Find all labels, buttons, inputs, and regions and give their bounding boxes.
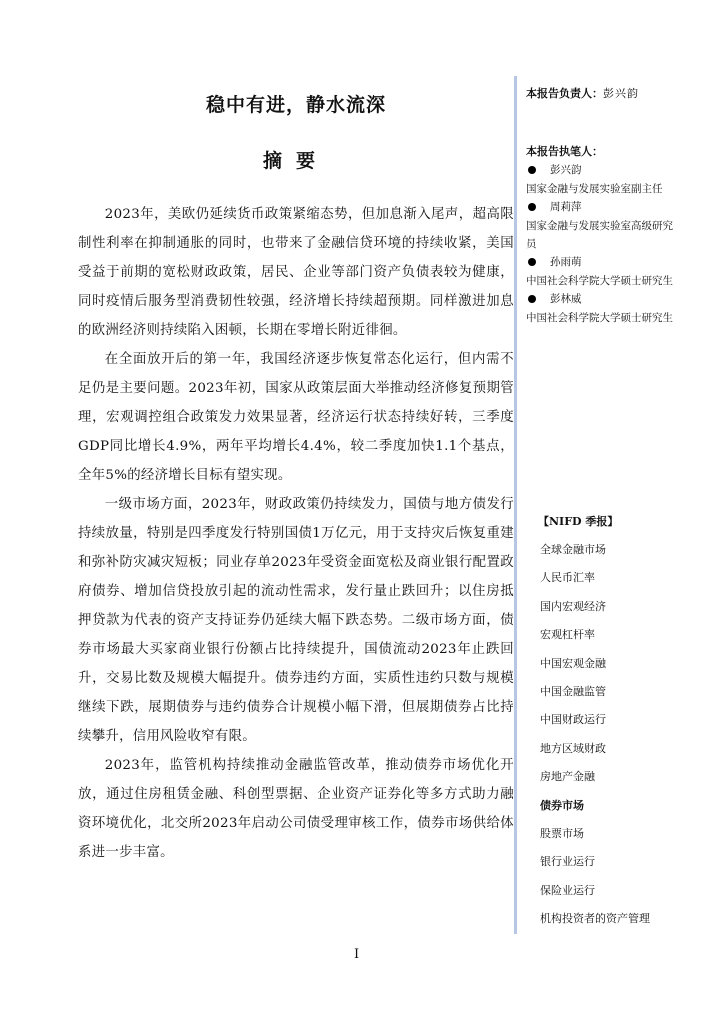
nifd-item-local-finance: 地方区域财政 [540,741,606,755]
authors-label: 本报告执笔人： [526,145,603,158]
bullet-icon [528,166,536,174]
nifd-item-finance-regulation: 中国金融监管 [540,684,606,698]
nifd-item-insurance: 保险业运行 [540,883,595,897]
abstract-paragraph: 在全面放开后的第一年，我国经济逐步恢复常态化运行，但内需不足仍是主要问题。2023年初，国家从政策层面大举推动经济修复预期管理，宏观调控组合政策发力效果显著，经济运行状态持续好转，三季度GDP同比增长4.9%，两年平均增长4.4%，较二季度加快1.1个基点，全年5%的经济增长目标有望实现。 [78,352,514,483]
nifd-item-banking: 银行业运行 [540,855,595,869]
author-title: 中国社会科学院大学硕士研究生 [526,312,673,324]
bullet-icon [528,295,536,303]
author-title: 中国社会科学院大学硕士研究生 [526,275,673,287]
author-name: 彭兴韵 [550,164,582,176]
nifd-item-china-macro-finance: 中国宏观金融 [540,656,606,670]
nifd-item-fiscal-operation: 中国财政运行 [540,713,606,727]
nifd-series-list [540,536,650,933]
nifd-item-macro-leverage: 宏观杠杆率 [540,628,595,642]
abstract-paragraph: 2023年，美欧仍延续货币政策紧缩态势，但加息渐入尾声，超高限制性利率在抑制通胀的同时，也带来了金融信贷环境的持续收紧，美国受益于前期的宽松财政政策，居民、企业等部门资产负债表较为健康，同时疫情后服务型消费韧性较强，经济增长持续超预期。同样激进加息的欧洲经济则持续陷入困顿，长期在零增长附近徘徊。 [78,207,514,338]
nifd-item-rmb-rate: 人民币汇率 [540,571,595,585]
author-name: 孙雨萌 [550,256,582,268]
report-title: 稳中有进，静水流深 [205,94,386,116]
abstract-paragraph: 2023年，监管机构持续推动金融监管改革，推动债券市场优化开放，通过住房租赁金融、科创型票据、企业资产证券化等多方式助力融资环境优化，北交所2023年启动公司债受理审核工作，债券市场供给体系进一步丰富。 [78,758,514,860]
author-name: 周莉萍 [550,201,582,213]
author-title: 国家金融与发展实验室副主任 [526,183,663,195]
bullet-icon [528,203,536,211]
nifd-item-stock-market: 股票市场 [540,826,584,840]
bullet-icon [528,258,536,266]
sidebar-divider [514,76,517,934]
author-item [526,253,676,290]
abstract-paragraph: 一级市场方面，2023年，财政政策仍持续发力，国债与地方债发行持续放量，特别是四季度发行特别国债1万亿元，用于支持灾后恢复重建和弥补防灾减灾短板；同业存单2023年受资金面宽松及商业银行配置政府债券、增加信贷投放引起的流动性需求，发行量止跌回升；以住房抵押贷款为代表的资产支持证券仍延续大幅下跌态势。二级市场方面，债券市场最大买家商业银行份额占比持续提升，国债流动2023年止跌回升，交易比数及规模大幅提升。债券违约方面，实质性违约只数与规模继续下跌，展期债券与违约债券合计规模小幅下滑，但展期债券占比持续攀升，信用风险收窄有限。 [78,497,514,744]
nifd-item-global-finance: 全球金融市场 [540,543,606,556]
nifd-series-label: 【NIFD 季报】 [538,515,619,528]
author-item [526,290,676,327]
report-responsible [526,85,639,101]
abstract-heading: 摘要 [262,150,329,172]
author-name: 彭林威 [550,293,582,305]
nifd-item-asset-management: 机构投资者的资产管理 [540,912,650,926]
author-item [526,161,676,198]
responsible-label: 本报告负责人： [526,87,603,100]
author-item [526,198,676,253]
author-title: 国家金融与发展实验室高级研究员 [526,220,673,250]
nifd-item-bond-market: 债券市场 [540,798,584,812]
authors-list [526,161,676,327]
responsible-name: 彭兴韵 [603,87,639,100]
page-number: I [354,947,360,962]
nifd-item-real-estate-finance: 房地产金融 [540,770,595,784]
nifd-item-domestic-macro: 国内宏观经济 [540,599,606,613]
abstract-body [78,200,514,867]
